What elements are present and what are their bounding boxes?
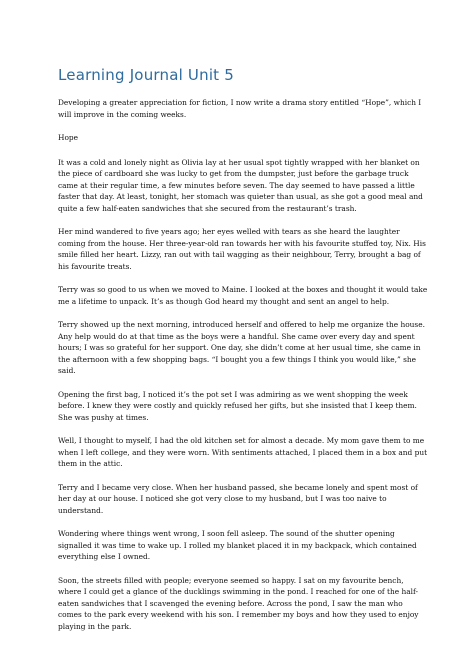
story-title: Hope xyxy=(58,133,78,142)
story-paragraph: Well, I thought to myself, I had the old kitchen set for almost a decade. My mom gave them to me when I left college, and they were worn. With sentiments attached, I placed them in a box and put them in the attic. xyxy=(58,436,428,468)
document-body xyxy=(58,97,428,644)
story-paragraph: It was a cold and lonely night as Olivia lay at her usual spot tightly wrapped with her blanket on the piece of cardboard she was lucky to get from the dumpster, just before the garbage truck came at their regular time, a few minutes before seven. The day seemed to have passed a little faster that day. At least, tonight, her stomach was quieter than usual, as she got a good meal and quite a few half-eaten sandwiches that she secured from the restaurant’s trash. xyxy=(58,157,423,213)
story-paragraph: Opening the first bag, I noticed it’s the pot set I was admiring as we went shopping the week before. I knew they were costly and quickly refused her gifts, but she insisted that I keep them. She was pushy at times. xyxy=(58,389,417,422)
page-title: Learning Journal Unit 5 xyxy=(58,66,234,84)
story-paragraph: Her mind wandered to five years ago; her eyes welled with tears as she heard the laughter coming from the house. Her three-year-old ran towards her with his favourite stuffed toy, Nix. His smile filled her heart. Lizzy, ran out with tail wagging as their neighbour, Terry, brought a bag of his favourite treats. xyxy=(58,227,426,271)
story-paragraph: Terry was so good to us when we moved to Maine. I looked at the boxes and thought it would take me a lifetime to unpack. It’s as though God heard my thought and sent an angel to help. xyxy=(58,285,428,306)
story-paragraph: Soon, the streets filled with people; everyone seemed so happy. I sat on my favourite bench, where I could get a glance of the ducklings swimming in the pond. I reached for one of the half-eaten sandwiches that I scavenged the evening before. Across the pond, I saw the man who comes to the park every weekend with his son. I remember my boys and how they used to enjoy playing in the park. xyxy=(58,575,419,631)
story-paragraph: Wondering where things went wrong, I soon fell asleep. The sound of the shutter opening signalled it was time to wake up. I rolled my blanket placed it in my backpack, which contained everything else I owned. xyxy=(58,529,417,561)
story-paragraph: Terry showed up the next morning, introduced herself and offered to help me organize the house. Any help would do at that time as the boys were a handful. She came over every day and spent hours; I was so grateful for her support. One day, she didn’t come at her usual time, she came in the afternoon with a few shopping bags. “I bought you a few things I think you would like,” she said. xyxy=(58,320,425,375)
story-paragraph: Terry and I became very close. When her husband passed, she became lonely and spent most of her day at our house. I noticed she got very close to my husband, but I was too naive to understand. xyxy=(58,482,418,515)
intro-paragraph: Developing a greater appreciation for fiction, I now write a drama story entitled “Hope”, which I will improve in the coming weeks. xyxy=(58,98,422,119)
